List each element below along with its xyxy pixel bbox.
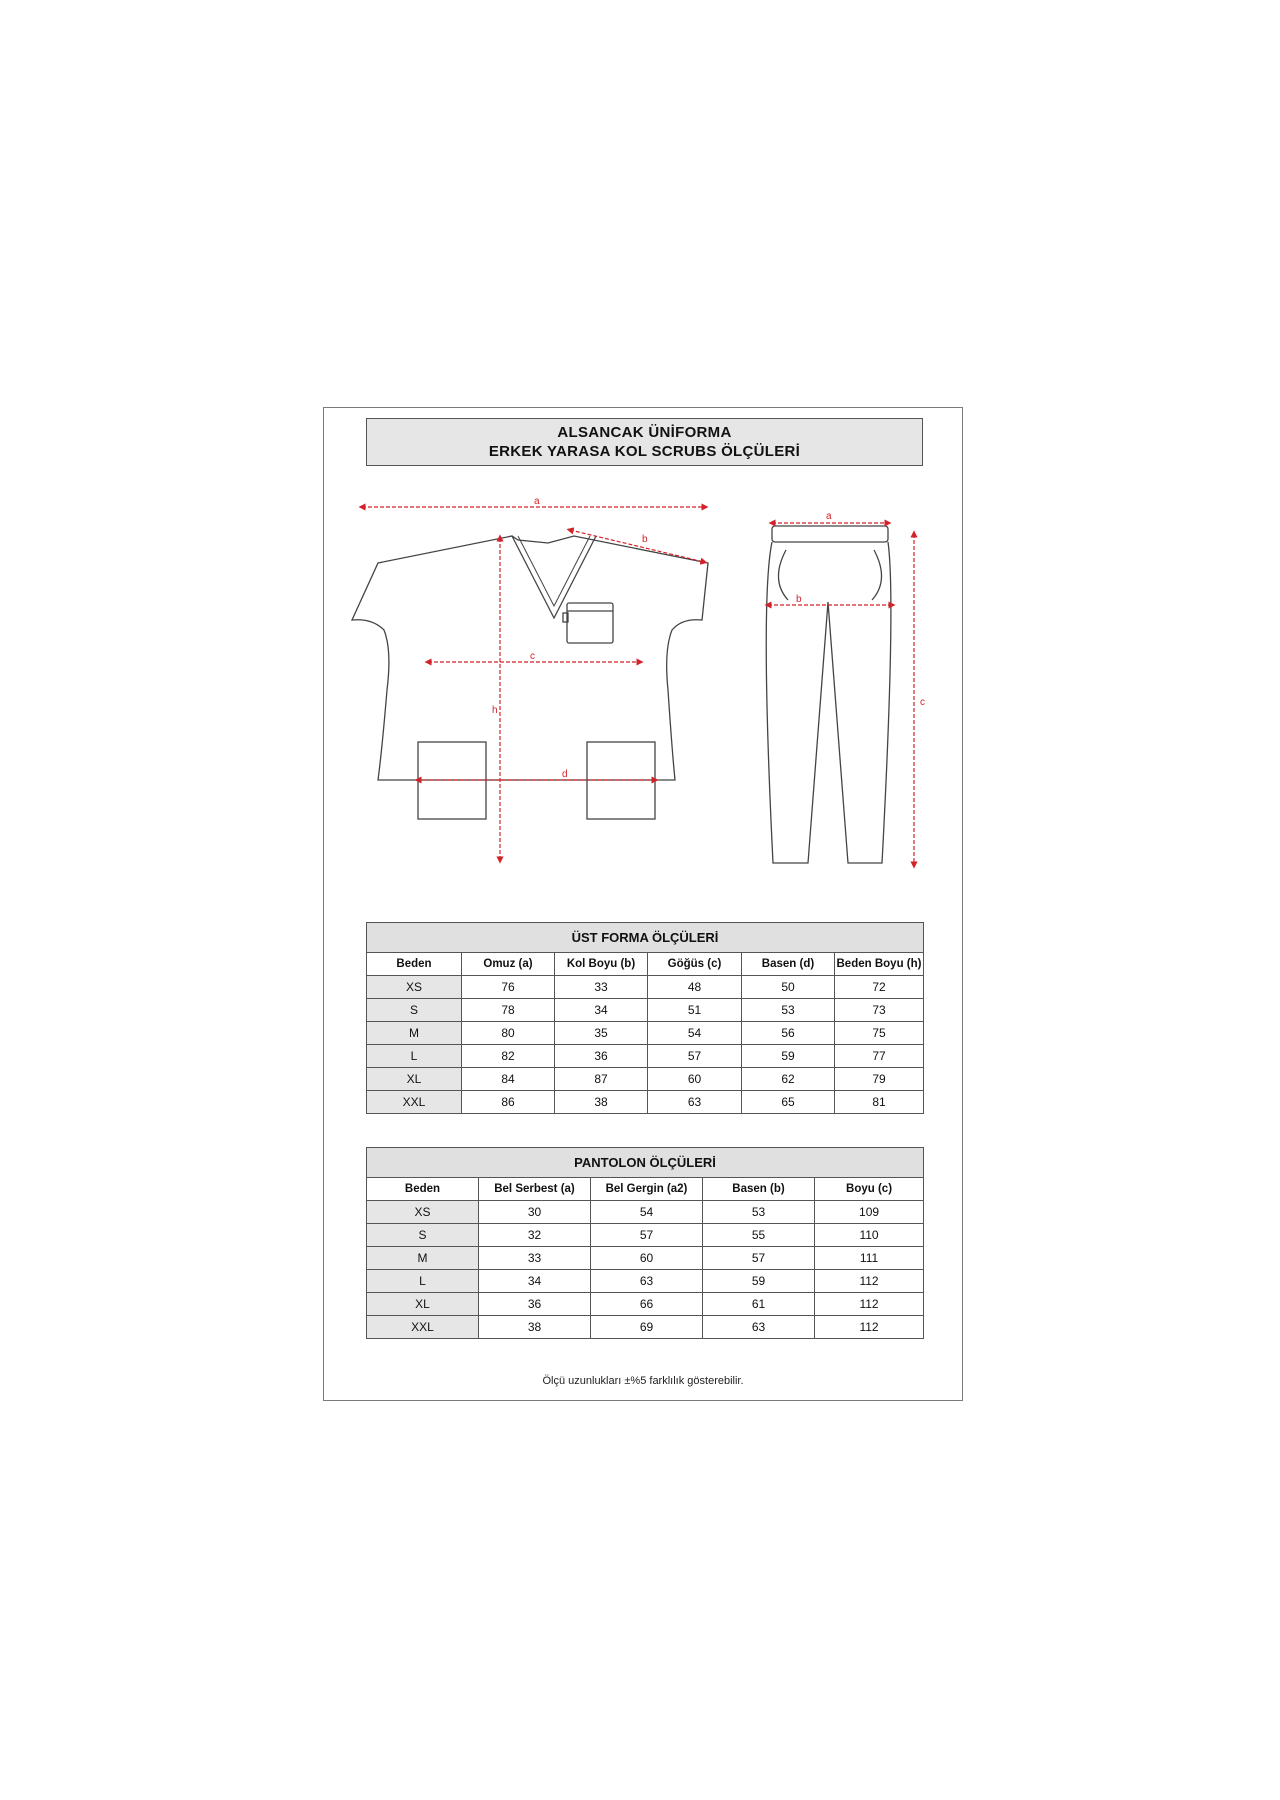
table-row: [367, 1045, 924, 1068]
size-cell: XXL: [367, 1316, 479, 1339]
label-h-top: h: [492, 705, 498, 716]
column-header: Beden: [367, 1178, 479, 1201]
top-size-table: [366, 922, 924, 1114]
table-cell: 66: [591, 1293, 703, 1316]
brand-title: ALSANCAK ÜNİFORMA: [557, 424, 732, 441]
pants-measure-lines: [768, 523, 914, 865]
table-cell: 48: [648, 976, 742, 999]
size-cell: M: [367, 1022, 462, 1045]
size-cell: S: [367, 999, 462, 1022]
table-cell: 54: [591, 1201, 703, 1224]
label-d-top: d: [562, 769, 568, 780]
column-header: Boyu (c): [815, 1178, 924, 1201]
table-row: [367, 999, 924, 1022]
top-table-caption: ÜST FORMA ÖLÇÜLERİ: [367, 923, 924, 953]
size-cell: XL: [367, 1068, 462, 1091]
column-header: Kol Boyu (b): [555, 953, 648, 976]
table-cell: 63: [703, 1316, 815, 1339]
size-cell: XS: [367, 1201, 479, 1224]
product-title: ERKEK YARASA KOL SCRUBS ÖLÇÜLERİ: [488, 443, 801, 460]
table-cell: 60: [648, 1068, 742, 1091]
table-cell: 38: [555, 1091, 648, 1114]
label-c-top: c: [530, 651, 535, 662]
table-cell: 75: [835, 1022, 924, 1045]
size-cell: XS: [367, 976, 462, 999]
table-row: [367, 1224, 924, 1247]
size-cell: XXL: [367, 1091, 462, 1114]
table-cell: 57: [591, 1224, 703, 1247]
table-cell: 30: [479, 1201, 591, 1224]
table-row: [367, 1270, 924, 1293]
table-row: [367, 976, 924, 999]
label-a-top: a: [534, 496, 540, 507]
column-header: Omuz (a): [462, 953, 555, 976]
table-cell: 57: [648, 1045, 742, 1068]
table-cell: 87: [555, 1068, 648, 1091]
table-cell: 54: [648, 1022, 742, 1045]
table-row: [367, 1022, 924, 1045]
table-cell: 59: [742, 1045, 835, 1068]
table-cell: 82: [462, 1045, 555, 1068]
table-row: [367, 1316, 924, 1339]
table-cell: 72: [835, 976, 924, 999]
table-cell: 63: [648, 1091, 742, 1114]
tolerance-note: Ölçü uzunlukları ±%5 farklılık gösterebilir.: [542, 1375, 744, 1387]
table-cell: 56: [742, 1022, 835, 1045]
table-cell: 79: [835, 1068, 924, 1091]
table-cell: 76: [462, 976, 555, 999]
size-cell: XL: [367, 1293, 479, 1316]
size-cell: M: [367, 1247, 479, 1270]
table-cell: 59: [703, 1270, 815, 1293]
table-cell: 111: [815, 1247, 924, 1270]
table-cell: 53: [703, 1201, 815, 1224]
column-header: Beden Boyu (h): [835, 953, 924, 976]
table-cell: 62: [742, 1068, 835, 1091]
table-cell: 60: [591, 1247, 703, 1270]
table-cell: 109: [815, 1201, 924, 1224]
table-cell: 35: [555, 1022, 648, 1045]
table-cell: 78: [462, 999, 555, 1022]
size-cell: L: [367, 1045, 462, 1068]
table-cell: 36: [479, 1293, 591, 1316]
scrub-top-drawing: [352, 536, 708, 819]
table-cell: 32: [479, 1224, 591, 1247]
table-cell: 86: [462, 1091, 555, 1114]
chart-title: [366, 418, 923, 466]
table-row: [367, 1201, 924, 1224]
table-cell: 73: [835, 999, 924, 1022]
table-cell: 51: [648, 999, 742, 1022]
table-cell: 33: [555, 976, 648, 999]
top-table-header-row: [367, 953, 924, 976]
column-header: Basen (d): [742, 953, 835, 976]
table-cell: 84: [462, 1068, 555, 1091]
column-header: Beden: [367, 953, 462, 976]
table-cell: 33: [479, 1247, 591, 1270]
table-cell: 112: [815, 1270, 924, 1293]
column-header: Göğüs (c): [648, 953, 742, 976]
table-cell: 61: [703, 1293, 815, 1316]
label-c-pants: c: [920, 697, 925, 708]
size-cell: S: [367, 1224, 479, 1247]
table-cell: 63: [591, 1270, 703, 1293]
label-a-pants: a: [826, 511, 832, 522]
pants-measure-labels: [796, 511, 925, 708]
column-header: Bel Gergin (a2): [591, 1178, 703, 1201]
table-cell: 65: [742, 1091, 835, 1114]
label-b-pants: b: [796, 594, 802, 605]
table-cell: 112: [815, 1316, 924, 1339]
table-row: [367, 1293, 924, 1316]
table-cell: 55: [703, 1224, 815, 1247]
table-cell: 69: [591, 1316, 703, 1339]
top-measure-lines: [362, 507, 705, 860]
table-cell: 34: [555, 999, 648, 1022]
table-cell: 57: [703, 1247, 815, 1270]
size-cell: L: [367, 1270, 479, 1293]
table-cell: 38: [479, 1316, 591, 1339]
garment-diagram: [340, 490, 950, 905]
table-cell: 112: [815, 1293, 924, 1316]
table-cell: 81: [835, 1091, 924, 1114]
column-header: Basen (b): [703, 1178, 815, 1201]
pants-drawing: [766, 526, 891, 863]
table-cell: 36: [555, 1045, 648, 1068]
table-cell: 77: [835, 1045, 924, 1068]
table-cell: 53: [742, 999, 835, 1022]
pants-size-table: [366, 1147, 924, 1339]
table-cell: 110: [815, 1224, 924, 1247]
column-header: Bel Serbest (a): [479, 1178, 591, 1201]
pants-table-header-row: [367, 1178, 924, 1201]
table-row: [367, 1068, 924, 1091]
table-row: [367, 1247, 924, 1270]
table-cell: 50: [742, 976, 835, 999]
pants-table-caption: PANTOLON ÖLÇÜLERİ: [367, 1148, 924, 1178]
table-cell: 80: [462, 1022, 555, 1045]
label-b-top: b: [642, 534, 648, 545]
table-row: [367, 1091, 924, 1114]
table-cell: 34: [479, 1270, 591, 1293]
